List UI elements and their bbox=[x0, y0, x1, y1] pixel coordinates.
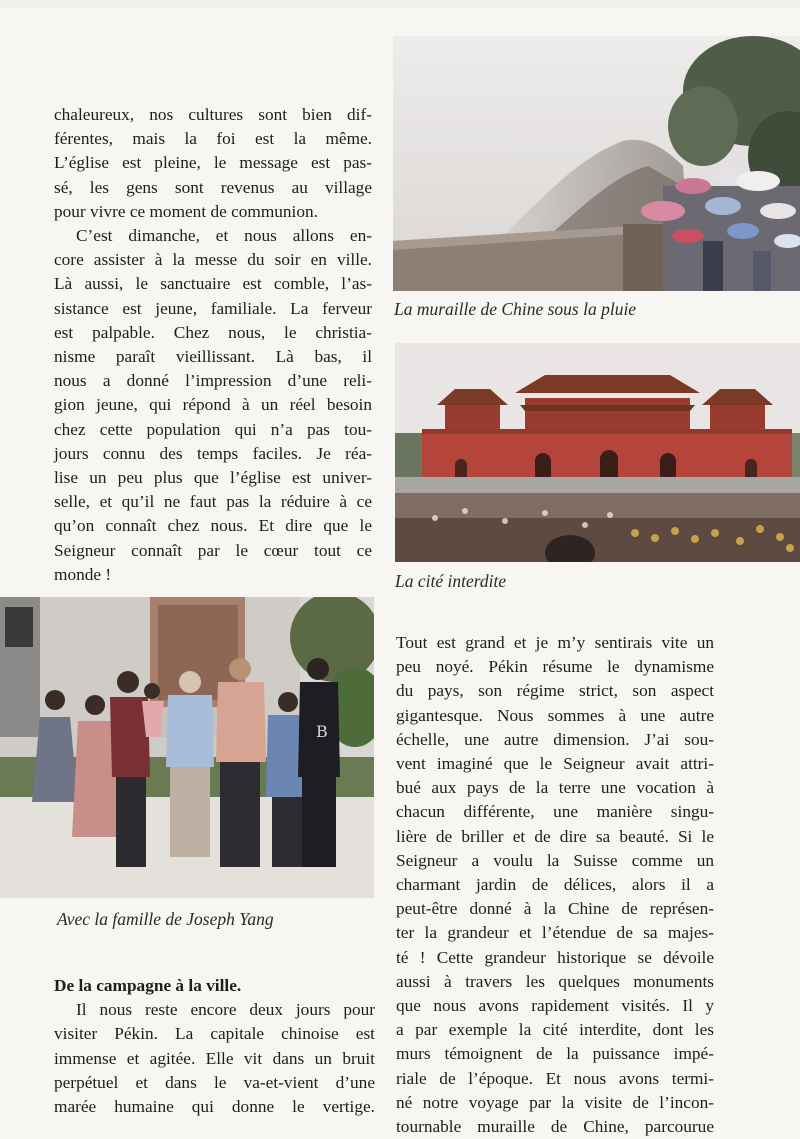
text-line: immense et agitée. Elle vit dans un bruit bbox=[54, 1048, 375, 1068]
page-top-strip bbox=[0, 0, 800, 8]
caption-forbidden-city: La cité interdite bbox=[395, 571, 507, 591]
text-line: lière de briller et de dire sa beauté. Si le bbox=[396, 826, 714, 846]
text-line: férentes, mais la foi est la même. bbox=[54, 129, 372, 149]
text-line: sistance est jeune, familiale. La ferveur bbox=[54, 298, 372, 318]
shirt-letter: B bbox=[316, 722, 328, 741]
text-line: peu noyé. Pékin résume le dynamisme bbox=[396, 657, 714, 677]
text-line: lise un peu plus que l’église est univer- bbox=[54, 468, 372, 488]
text-column-right bbox=[396, 631, 714, 1139]
text-line: té ! Cette grandeur historique se dévoile bbox=[396, 947, 714, 967]
text-column-left-bottom bbox=[54, 974, 375, 1119]
text-line: riale de l’époque. Et nous avons termi- bbox=[396, 1068, 714, 1088]
text-line: Il nous reste encore deux jours pour bbox=[76, 1000, 375, 1020]
text-line: pour vivre ce moment de communion. bbox=[54, 201, 318, 221]
text-line: gigantesque. Nous sommes à une autre bbox=[396, 705, 714, 725]
text-line: chaleureux, nos cultures sont bien dif- bbox=[54, 105, 372, 124]
great-wall-photo bbox=[393, 36, 800, 291]
section-heading: De la campagne à la ville. bbox=[54, 976, 242, 995]
caption-great-wall: La muraille de Chine sous la pluie bbox=[394, 299, 637, 319]
text-line: aussi à travers les quelques monuments bbox=[396, 971, 714, 991]
text-line: échelle, une autre dimension. J’ai sou- bbox=[396, 729, 714, 749]
text-line: nous a donné l’impression d’une reli- bbox=[54, 371, 372, 391]
text-line: vent imaginé que le Seigneur avait attri- bbox=[396, 754, 714, 774]
text-line: nisme paraît vieillissant. Là bas, il bbox=[54, 347, 372, 367]
text-line: du pays, son régime strict, son aspect bbox=[396, 681, 714, 701]
text-line: charmant jardin de délices, alors il a bbox=[396, 875, 714, 895]
text-line: Tout est grand et je m’y sentirais vite un bbox=[396, 633, 714, 652]
text-line: peut-être donné à la Chine de représen- bbox=[396, 899, 714, 919]
text-line: Seigneur connaît par le cœur tout ce bbox=[54, 540, 372, 560]
text-line: core assister à la messe du soir en ville. bbox=[54, 250, 372, 270]
text-line: sé, les gens sont revenus au village bbox=[54, 177, 372, 197]
text-line: chacun différente, une manière singu- bbox=[396, 802, 714, 822]
text-line: que nous avons rapidement visités. Il y bbox=[396, 996, 714, 1016]
text-line: visiter Pékin. La capitale chinoise est bbox=[54, 1024, 375, 1044]
text-line: tournable muraille de Chine, parcourue bbox=[396, 1117, 714, 1137]
paragraph-4 bbox=[396, 631, 714, 1139]
text-line: marée humaine qui donne le vertige. bbox=[54, 1097, 375, 1117]
text-line: né notre voyage par la visite de l’incon- bbox=[396, 1092, 714, 1112]
text-line: qu’on connaît chez nous. Et dire que le bbox=[54, 516, 372, 536]
text-line: a par exemple la cité interdite, dont les bbox=[396, 1020, 714, 1040]
text-line: Seigneur a voulu la Suisse comme un bbox=[396, 850, 714, 870]
text-line: C’est dimanche, et nous allons en- bbox=[76, 226, 372, 246]
family-photo bbox=[0, 597, 374, 898]
text-column-left-top bbox=[54, 103, 372, 587]
paragraph-2 bbox=[54, 224, 372, 587]
text-line: Là aussi, le sanctuaire est comble, l’as- bbox=[54, 274, 372, 294]
text-line: gion jeune, qui répond à un réel besoin bbox=[54, 395, 372, 415]
text-line: monde ! bbox=[54, 564, 112, 584]
text-line: ter la grandeur et l’étendue de sa majes- bbox=[396, 923, 714, 943]
caption-family: Avec la famille de Joseph Yang bbox=[57, 909, 274, 929]
text-line: est palpable. Chez nous, le christia- bbox=[54, 322, 372, 342]
forbidden-city-photo bbox=[395, 343, 800, 562]
text-line: bué aux pays de la terre une vocation à bbox=[396, 778, 714, 798]
text-line: perpétuel et dans le va-et-vient d’une bbox=[54, 1072, 375, 1092]
text-line: selle, et qu’il ne faut pas la réduire à ce bbox=[54, 492, 372, 512]
text-line: L’église est pleine, le message est pas- bbox=[54, 153, 372, 173]
paragraph-1 bbox=[54, 103, 372, 224]
text-line: murs témoignent de la puissance impé- bbox=[396, 1044, 714, 1064]
paragraph-3 bbox=[54, 998, 375, 1119]
text-line: jours connu des temps faciles. Je réa- bbox=[54, 443, 372, 463]
text-line: chez cette population qui n’a pas tou- bbox=[54, 419, 372, 439]
